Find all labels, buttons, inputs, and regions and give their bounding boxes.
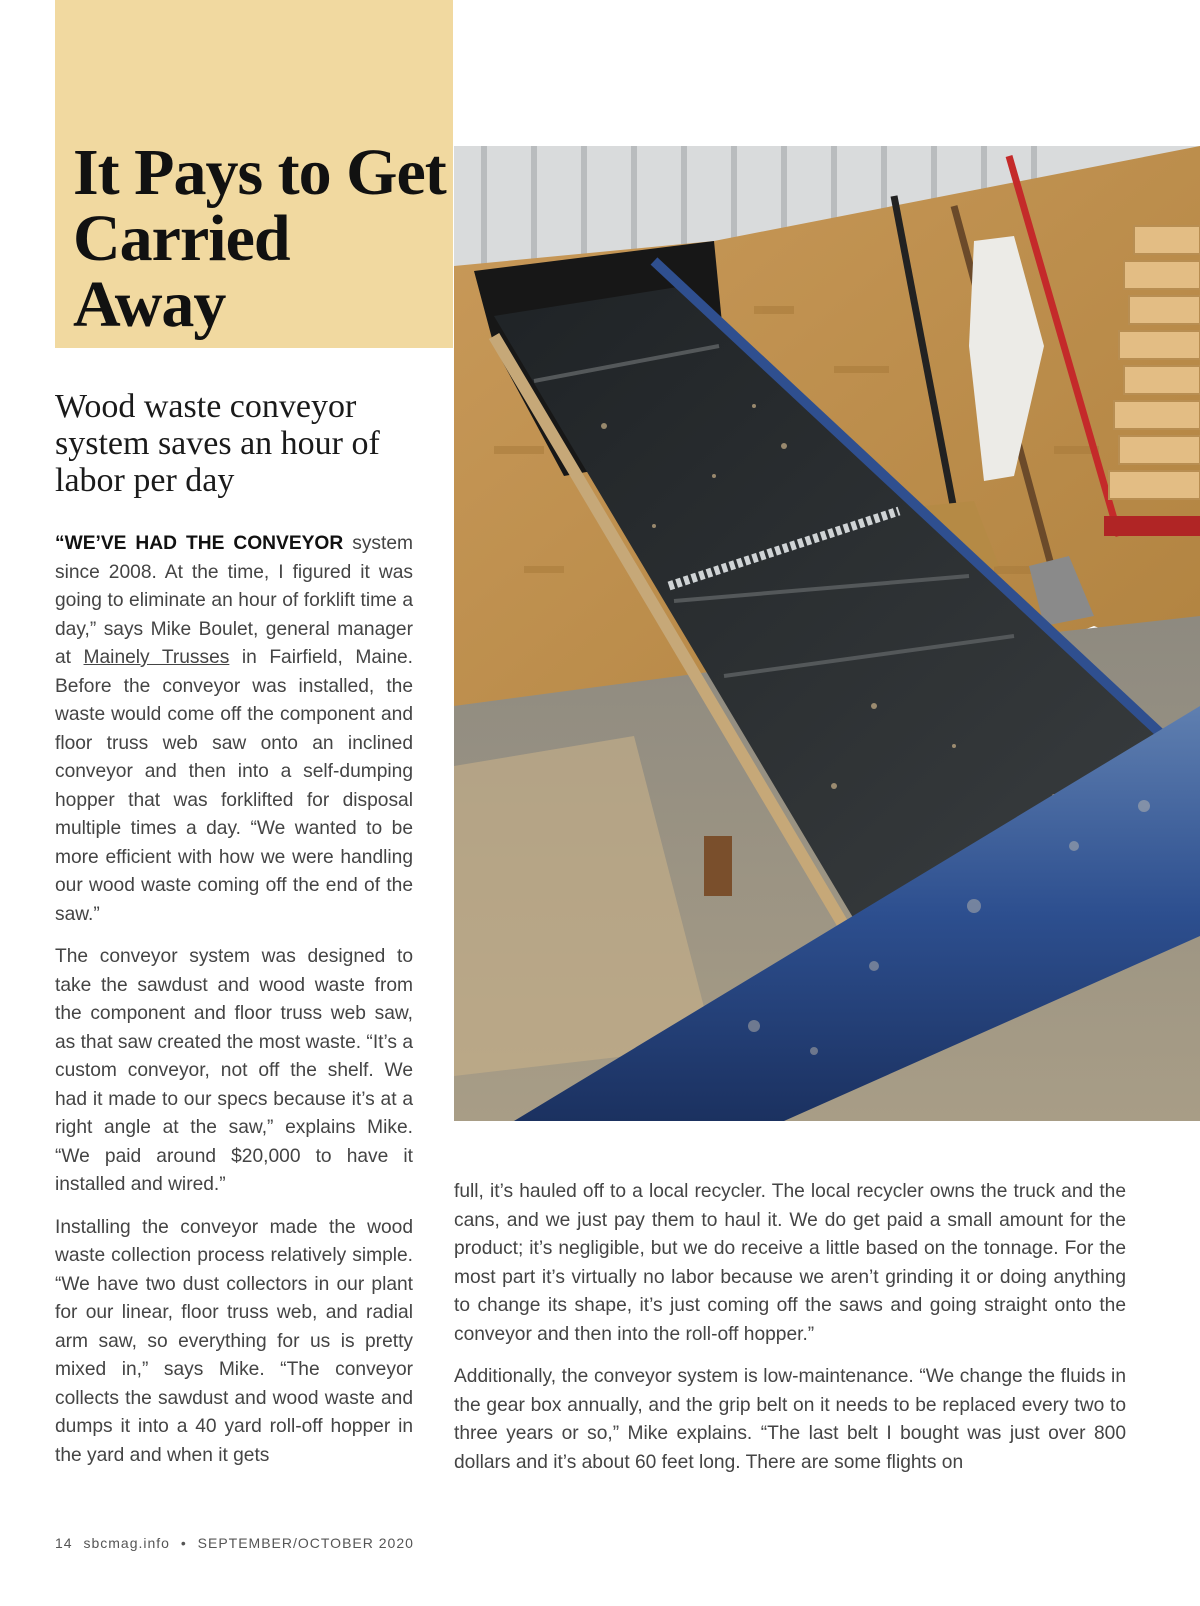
mainely-trusses-link[interactable]: Mainely Trusses: [83, 647, 230, 668]
footer-separator: •: [180, 1535, 187, 1551]
left-column: [55, 530, 413, 1484]
right-column: [454, 1178, 1126, 1491]
article-subtitle: Wood waste conveyor system saves an hour of labor per day: [55, 388, 380, 499]
paragraph-4: full, it’s hauled off to a local recycler. The local recycler owns the truck and the cans, and we just pay them to haul it. We do get paid a small amount for the product; it’s negligible, but we do receive a little based on the tonnage. For the most part it’s virtually no labor because we aren’t grinding it or doing anything to change its shape, it’s just coming off the saws and going straight onto the conveyor and then into the roll-off hopper.”: [454, 1181, 1126, 1345]
page-footer: [55, 1535, 420, 1551]
site-link[interactable]: sbcmag.info: [83, 1535, 170, 1551]
paragraph-5: Additionally, the conveyor system is low-maintenance. “We change the fluids in the gear box annually, and the grip belt on it needs to be replaced every two to three years or so,” Mike explains. “The last belt I bought was just over 800 dollars and it’s about 60 feet long. There are some flights on: [454, 1366, 1126, 1473]
paragraph-1-text-a: system since 2008. At the time, I figured it was going to eliminate an hour of forklift time a day,” says Mike Boulet, general manager at: [55, 533, 413, 668]
paragraph-1-text-b: in Fairfield, Maine. Before the conveyor was installed, the waste would come off the component and floor truss web saw onto an inclined conveyor and then into a self-dumping hopper that was forklifted for disposal multiple times a day. “We wanted to be more efficient with how we were handling our wood waste coming off the end of the saw.”: [55, 647, 413, 925]
paragraph-3: Installing the conveyor made the wood waste collection process relatively simple. “We have two dust collectors in our plant for our linear, floor truss web, and radial arm saw, so everything for us is pretty mixed in,” says Mike. “The conveyor collects the sawdust and wood waste and dumps it into a 40 yard roll-off hopper in the yard and when it gets: [55, 1216, 413, 1466]
conveyor-photo-illustration: [454, 146, 1200, 1121]
page-number: 14: [55, 1535, 73, 1551]
title-block: [55, 0, 453, 348]
article-title: It Pays to Get Carried Away: [73, 136, 446, 341]
issue-date: SEPTEMBER/OCTOBER 2020: [197, 1535, 414, 1551]
paragraph-1: [55, 530, 413, 929]
paragraph-2: The conveyor system was designed to take the sawdust and wood waste from the component and floor truss web saw, as that saw created the most waste. “It’s a custom conveyor, not off the shelf. We had it made to our specs because it’s at a right angle at the saw,” explains Mike. “We paid around $20,000 to have it installed and wired.”: [55, 946, 413, 1195]
conveyor-photo: [454, 146, 1200, 1121]
lead-in: “WE’VE HAD THE CONVEYOR: [55, 533, 344, 554]
